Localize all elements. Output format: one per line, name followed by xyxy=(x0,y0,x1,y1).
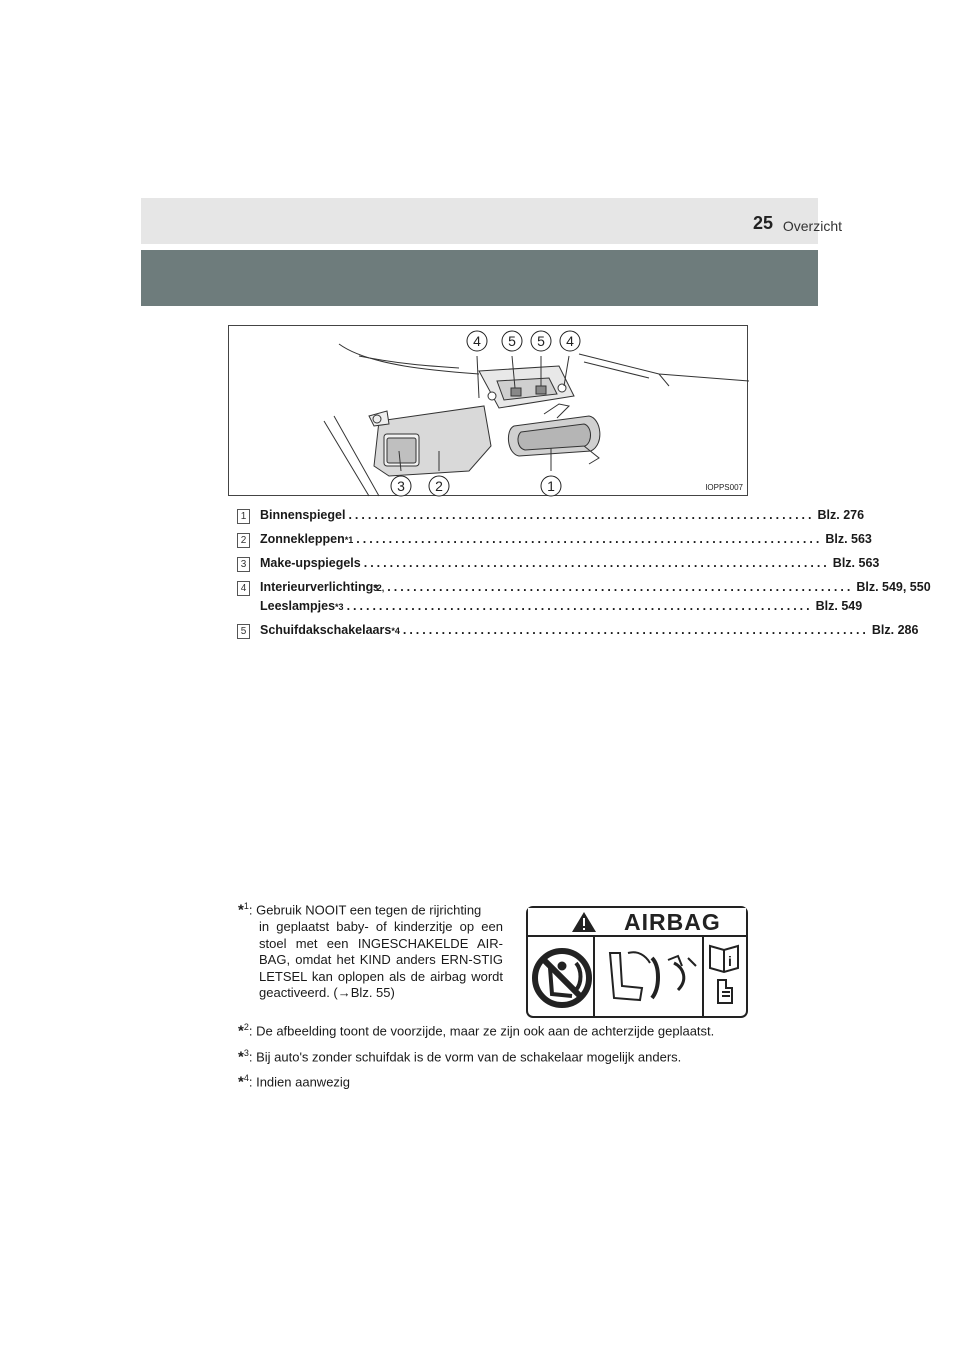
dot-leader: ........................................................................ xyxy=(363,556,830,570)
item-label: Interieurverlichting xyxy=(260,580,374,594)
footnote-1 xyxy=(238,898,503,1002)
page-reference[interactable]: Blz. 563 xyxy=(832,556,880,570)
callout-4-right: 4 xyxy=(566,333,574,349)
svg-text:i: i xyxy=(728,953,732,969)
page-reference[interactable]: Blz. 286 xyxy=(871,623,919,637)
no-child-seat-icon xyxy=(535,951,589,1005)
warning-triangle-icon xyxy=(572,912,596,932)
dot-leader: ........................................................................ xyxy=(346,599,813,613)
legend-list xyxy=(237,506,931,645)
page-reference[interactable]: Blz. 276 xyxy=(817,508,865,522)
footnote-mark: * xyxy=(238,901,244,919)
callout-2: 2 xyxy=(435,478,443,494)
airbag-warning-label xyxy=(526,906,748,1018)
callout-1: 1 xyxy=(547,478,555,494)
footnote-number: 1 xyxy=(243,901,249,911)
item-label: Zonnekleppen xyxy=(260,532,345,546)
airbag-label-graphics xyxy=(528,908,746,1016)
callout-5-left: 5 xyxy=(508,333,516,349)
footnote-text: : De afbeelding toont de voorzijde, maar ze zijn ook aan de achterzijde geplaatst. xyxy=(248,1023,715,1039)
footnote-text-continued: in geplaatst baby- of kinderzitje op een stoel met een INGESCHAKELDE AIR-BAG, omdat het KIND anders ERN-STIG LETSEL kan oplopen als de airbag wordt geactiveerd. (→Blz. 55) xyxy=(259,918,503,1001)
header-bar xyxy=(141,198,818,244)
legend-row: 5 Schuifdakschakelaars *4 ........................................................................ Blz. 286 xyxy=(237,621,724,645)
item-number: 3 xyxy=(237,557,250,572)
footnote-mark: * xyxy=(238,1073,244,1091)
section-band xyxy=(141,250,818,306)
footnote-number: 3 xyxy=(243,1048,249,1058)
dot-leader: ........................................................................ xyxy=(402,623,869,637)
item-number: 2 xyxy=(237,533,250,548)
legend-row xyxy=(237,506,865,530)
page-number: 25 xyxy=(753,213,774,233)
figure-code: IOPPS007 xyxy=(705,483,743,492)
interior-drawing xyxy=(229,326,749,497)
item-number: 5 xyxy=(237,624,250,639)
item-label: Binnenspiegel xyxy=(260,508,346,522)
item-label: Schuifdakschakelaars xyxy=(260,623,392,637)
dot-leader: ........................................................................ xyxy=(387,580,854,594)
legend-row: Leeslampjes *3 ........................................................................ Blz. 549 xyxy=(260,599,863,613)
footnote-2 xyxy=(238,1022,714,1039)
dot-leader: ........................................................................ xyxy=(356,532,823,546)
legend-row: 4 Interieurverlichting *2, 3 ........................................................................ Blz. 549, 550 xyxy=(237,578,724,597)
section-title: Overzicht xyxy=(782,218,842,234)
footnote-number: 4 xyxy=(243,1073,249,1083)
callout-5-right: 5 xyxy=(537,333,545,349)
footnote-number: 2 xyxy=(243,1022,249,1032)
legend-row: 2 Zonnekleppen *1 ........................................................................ Blz. 563 xyxy=(237,530,724,554)
footnote-mark: * xyxy=(238,1048,244,1066)
legend-row xyxy=(237,554,880,578)
item-label: Leeslampjes xyxy=(260,599,336,613)
item-number: 1 xyxy=(237,509,250,524)
page-reference[interactable]: Blz. 563 xyxy=(825,532,872,546)
page-reference[interactable]: Blz. 549, 550 xyxy=(856,580,931,594)
footnote-3 xyxy=(238,1048,681,1065)
item-number: 4 xyxy=(237,581,250,596)
footnote-text: : Gebruik NOOIT een tegen de rijrichting xyxy=(248,902,482,918)
footnote-4 xyxy=(238,1073,350,1090)
page-reference[interactable]: Blz. 549 xyxy=(815,599,863,613)
footnote-text: : Indien aanwezig xyxy=(248,1074,351,1090)
read-manual-icon xyxy=(710,946,738,1003)
item-label: Make-upspiegels xyxy=(260,556,361,570)
interior-illustration xyxy=(228,325,748,496)
callout-3: 3 xyxy=(397,478,405,494)
dot-leader: ........................................................................ xyxy=(348,508,815,522)
airbag-word: AIRBAG xyxy=(624,909,721,935)
footnote-mark: * xyxy=(238,1022,244,1040)
airbag-deploy-icon xyxy=(610,952,696,1000)
footnote-text: : Bij auto's zonder schuifdak is de vorm van de schakelaar mogelijk anders. xyxy=(248,1049,682,1065)
callout-4-left: 4 xyxy=(473,333,481,349)
